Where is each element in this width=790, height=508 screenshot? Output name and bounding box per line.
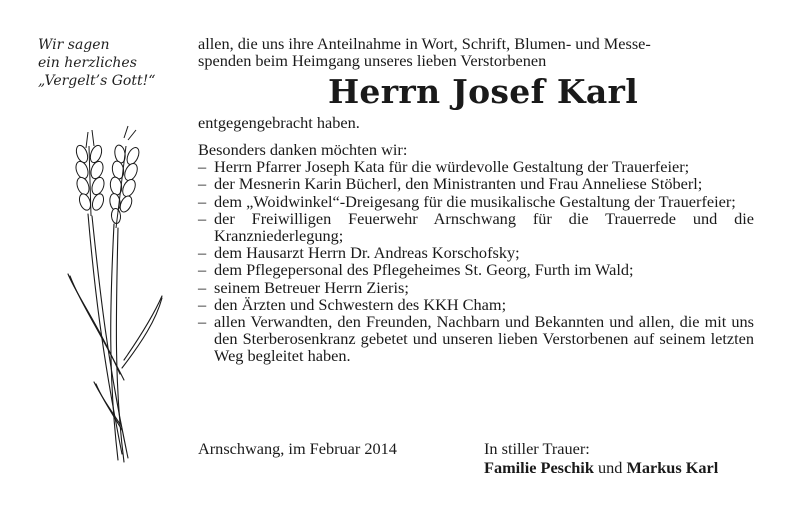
- list-item-text: Herrn Pfarrer Joseph Kata für die würdevolle Gestaltung der Trauerfeier;: [214, 157, 690, 177]
- list-dash: –: [198, 174, 207, 194]
- list-dash: –: [198, 277, 207, 297]
- list-item: [198, 296, 754, 313]
- thanks-intro: Besonders danken möchten wir:: [198, 139, 408, 159]
- thanks-line-2: ein herzliches: [38, 55, 137, 71]
- main-text: [198, 35, 754, 365]
- mourner-names: [484, 459, 718, 477]
- list-dash: –: [198, 157, 207, 177]
- list-item-text: dem Pflegepersonal des Pflegeheimes St. Georg, Furth im Wald;: [214, 260, 634, 280]
- list-dash: –: [198, 294, 207, 314]
- conjunction: und: [597, 458, 623, 477]
- list-item: [198, 279, 754, 296]
- list-item: [198, 244, 754, 261]
- list-dash: –: [198, 208, 207, 228]
- list-item: [198, 261, 754, 278]
- list-item: [198, 313, 754, 365]
- list-dash: –: [198, 191, 207, 211]
- thanks-list: [198, 158, 754, 364]
- list-item-text: seinem Betreuer Herrn Zieris;: [214, 277, 409, 297]
- intro-line-2: spenden beim Heimgang unseres lieben Verstorbenen: [198, 51, 547, 71]
- thanks-heading: [38, 36, 188, 90]
- list-item-text: dem „Woidwinkel“-Dreigesang für die musikalische Gestaltung der Trauerfeier;: [214, 191, 736, 211]
- family-name-1: Familie Peschik: [484, 458, 594, 477]
- list-item: [198, 175, 754, 192]
- family-name-2: Markus Karl: [626, 458, 719, 477]
- list-item-text: dem Hausarzt Herrn Dr. Andreas Korschofsky;: [214, 243, 520, 263]
- list-item-text: der Freiwilligen Feuerwehr Arnschwang für die Trauerrede und die Kranzniederlegung;: [214, 208, 754, 245]
- list-item: [198, 210, 754, 244]
- list-dash: –: [198, 243, 207, 263]
- list-dash: –: [198, 260, 207, 280]
- list-item-text: den Ärzten und Schwestern des KKH Cham;: [214, 294, 507, 314]
- thanks-line-3: „Vergelt’s Gott!“: [38, 73, 156, 89]
- mourning-label: In stiller Trauer:: [484, 439, 590, 458]
- deceased-name: Herrn Josef Karl: [327, 71, 639, 111]
- wheat-ear-icon: [58, 124, 168, 484]
- signature-block: [198, 440, 754, 480]
- after-name-text: entgegengebracht haben.: [198, 112, 360, 132]
- list-item: [198, 193, 754, 210]
- list-item: [198, 158, 754, 175]
- thanks-line-1: Wir sagen: [38, 37, 110, 53]
- place-date: Arnschwang, im Februar 2014: [198, 439, 397, 458]
- list-dash: –: [198, 312, 207, 332]
- list-item-text: allen Verwandten, den Freunden, Nachbarn und Bekannten und allen, die mit uns den Sterberosenkranz gebetet und unseren lieben Verstorbenen auf seinem letzten Weg begleitet haben.: [214, 312, 754, 366]
- intro-paragraph: [198, 35, 754, 70]
- intro-line-1: allen, die uns ihre Anteilnahme in Wort, Schrift, Blumen- und Messe-: [198, 34, 651, 53]
- list-item-text: der Mesnerin Karin Bücherl, den Ministranten und Frau Anneliese Stöberl;: [214, 174, 703, 194]
